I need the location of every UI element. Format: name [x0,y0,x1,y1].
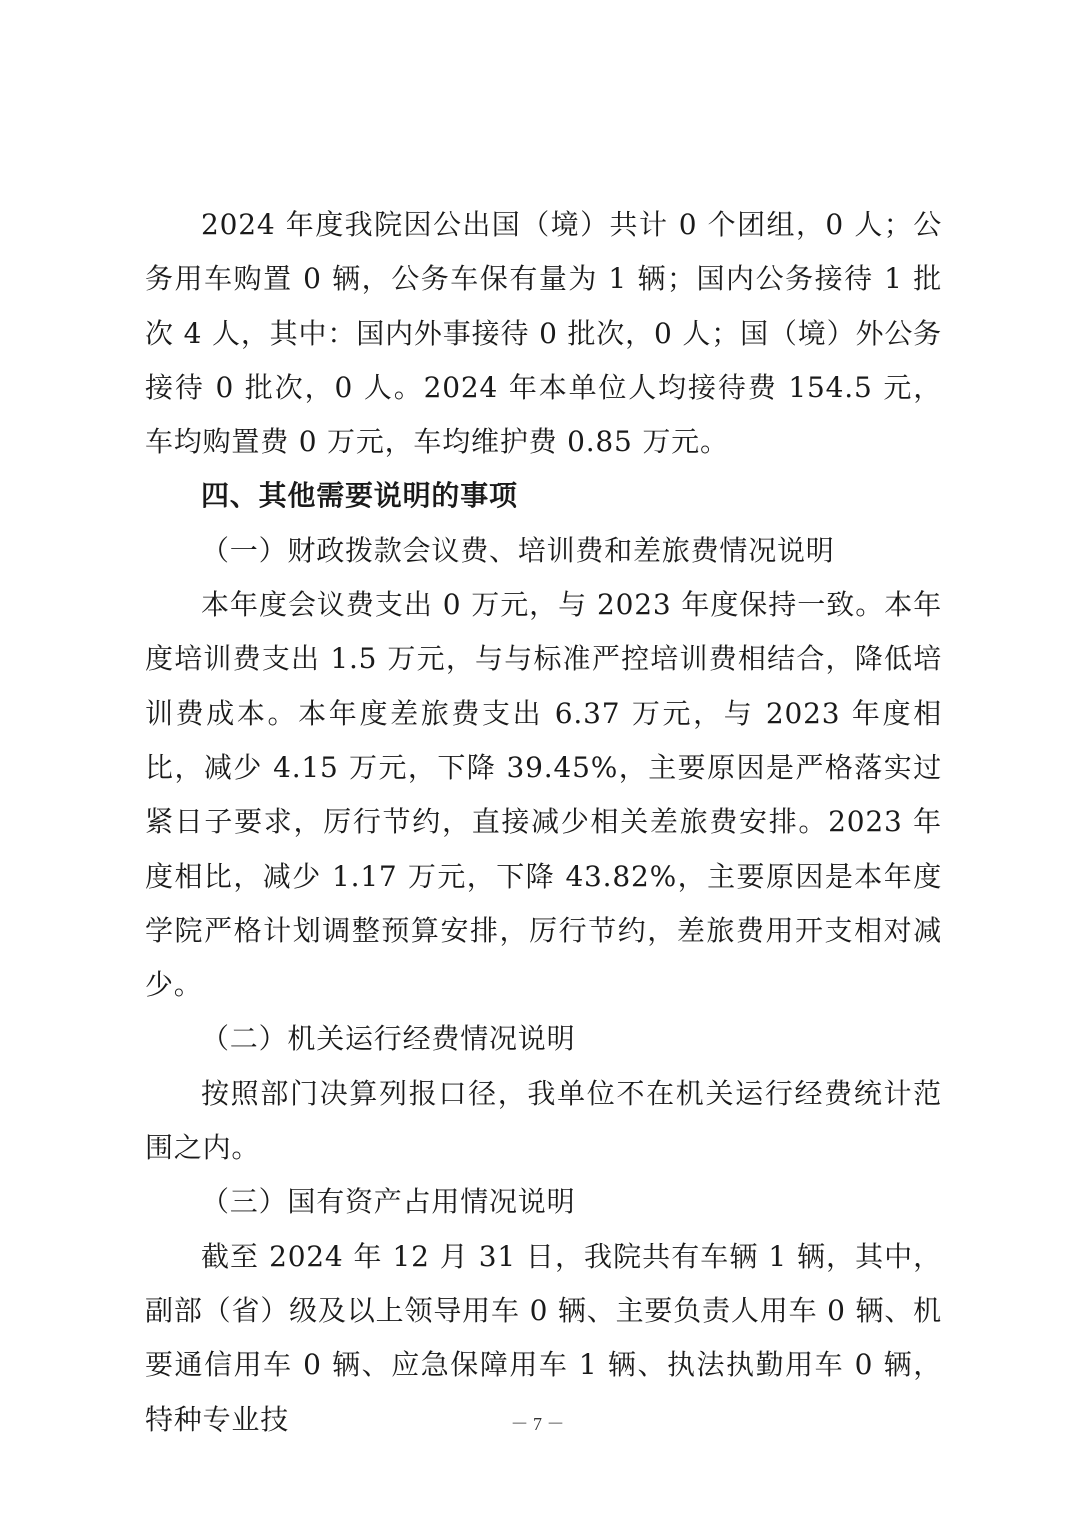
subheading-state-assets: （三）国有资产占用情况说明 [201,1185,576,1219]
section-heading-other-matters: 四、其他需要说明的事项 [201,479,518,513]
paragraph-meeting-training-travel: 本年度会议费支出 0 万元，与 2023 年度保持一致。本年度培训费支出 1.5 万元，与与标准严控培训费相结合，降低培训费成本。本年度差旅费支出 6.37 万元，与 2023 年度相比，减少 4.15 万元，下降 39.45%，主要原因是严格落实过紧日子要求，厉行节约，直接减少相关差旅费安排。2023 年度相比，减少 1.17 万元，下降 43.82%，主要原因是本年度学院严格计划调整预算安排，厉行节约，差旅费用开支相对减少。 [145,588,942,1002]
paragraph-operating-expenses: 按照部门决算列报口径，我单位不在机关运行经费统计范围之内。 [145,1076,942,1165]
subheading-operating-expenses: （二）机关运行经费情况说明 [201,1022,576,1056]
subheading-meeting-training-travel: （一）财政拨款会议费、培训费和差旅费情况说明 [201,533,835,567]
paragraph-state-assets: 截至 2024 年 12 月 31 日，我院共有车辆 1 辆，其中，副部（省）级及以上领导用车 0 辆、主要负责人用车 0 辆、机要通信用车 0 辆、应急保障用车 1 辆、执法执勤用车 0 辆，特种专业技 [145,1239,942,1436]
document-body [145,198,942,1447]
paragraph-official-reception: 2024 年度我院因公出国（境）共计 0 个团组，0 人；公务用车购置 0 辆，公务车保有量为 1 辆；国内公务接待 1 批次 4 人，其中：国内外事接待 0 批次，0 人；国（境）外公务接待 0 批次，0 人。2024 年本单位人均接待费 154.5 元，车均购置费 0 万元，车均维护费 0.85 万元。 [145,208,942,459]
page-number: － 7 － [510,1414,565,1434]
